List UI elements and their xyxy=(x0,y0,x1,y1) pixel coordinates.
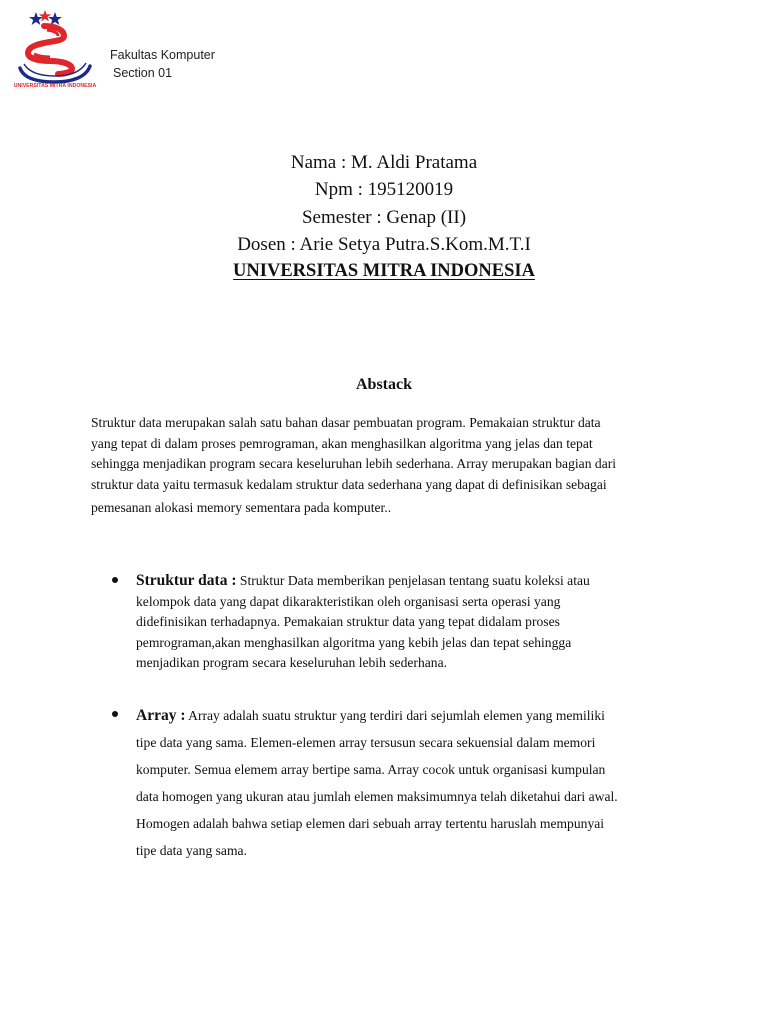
bullet-line: didefinisikan terhadapnya. Pemakaian struktur data yang tepat didalam proses xyxy=(136,614,560,629)
abstract-line: pemesanan alokasi memory sementara pada komputer.. xyxy=(91,500,392,515)
bullet-line: komputer. Semua elemem array bertipe sama. Array cocok untuk organisasi kumpulan xyxy=(136,762,606,777)
abstract-line: sehingga menjadikan program secara keseluruhan lebih sederhana. Array merupakan bagian dari xyxy=(91,456,617,471)
logo-star-right xyxy=(48,12,62,25)
bullet-term: Struktur data : xyxy=(136,572,237,589)
student-name: Nama : M. Aldi Pratama xyxy=(290,152,478,173)
abstract-line: Struktur data merupakan salah satu bahan dasar pembuatan program. Pemakaian struktur data xyxy=(91,415,601,430)
bullet-term: Array : xyxy=(136,707,186,724)
bullet-line: Homogen adalah bahwa setiap elemen dari sebuah array tertentu haruslah mempunyai xyxy=(136,816,605,831)
section-label: Section 01 xyxy=(113,66,173,80)
abstract-line: yang tepat di dalam proses pemrograman, akan menghasilkan algoritma yang jelas dan tepat xyxy=(91,435,593,451)
abstract-paragraph xyxy=(91,413,691,519)
faculty-name: Fakultas Komputer xyxy=(110,48,215,62)
bullet-line xyxy=(136,571,696,592)
bullet-line: tipe data yang sama. Elemen-elemen array tersusun secara sekuensial dalam memori xyxy=(136,735,596,750)
bullet-line: kelompok data yang dapat dikarakteristikan oleh organisasi serta operasi yang xyxy=(136,593,561,609)
logo-caption: UNIVERSITAS MITRA INDONESIA xyxy=(14,83,96,88)
abstract-line: struktur data yaitu termasuk kedalam struktur data sederhana yang dapat di definisikan sebagai xyxy=(91,476,607,492)
faculty-header xyxy=(110,46,215,82)
bullet-line: pemrograman,akan menghasilkan algoritma yang kebih jelas dan tepat sehingga xyxy=(136,634,572,650)
logo-star-middle xyxy=(39,10,51,21)
university-logo xyxy=(14,8,96,88)
university-name: UNIVERSITAS MITRA INDONESIA xyxy=(233,261,535,282)
bullet-struktur-data xyxy=(136,571,696,674)
bullet-text: Array adalah suatu struktur yang terdiri dari sejumlah elemen yang memiliki xyxy=(188,708,605,723)
lecturer: Dosen : Arie Setya Putra.S.Kom.M.T.I xyxy=(237,233,531,255)
bullet-dot xyxy=(112,711,118,717)
bullet-line: menjadikan program secara keseluruhan lebih sederhana. xyxy=(136,655,448,670)
student-npm: Npm : 195120019 xyxy=(314,179,454,201)
bullet-line xyxy=(136,702,696,729)
bullet-array xyxy=(136,702,696,864)
abstract-title: Abstack xyxy=(355,376,412,393)
semester: Semester : Genap (II) xyxy=(301,206,467,228)
bullet-line: data homogen yang ukuran atau jumlah elemen maksimumnya telah diketahui dari awal. xyxy=(136,789,618,804)
bullet-dot xyxy=(112,577,118,583)
logo-star-left xyxy=(29,12,43,25)
bullet-text: Struktur Data memberikan penjelasan tentang suatu koleksi atau xyxy=(239,573,590,588)
student-identity xyxy=(0,149,768,285)
bullet-line: tipe data yang sama. xyxy=(136,843,247,858)
